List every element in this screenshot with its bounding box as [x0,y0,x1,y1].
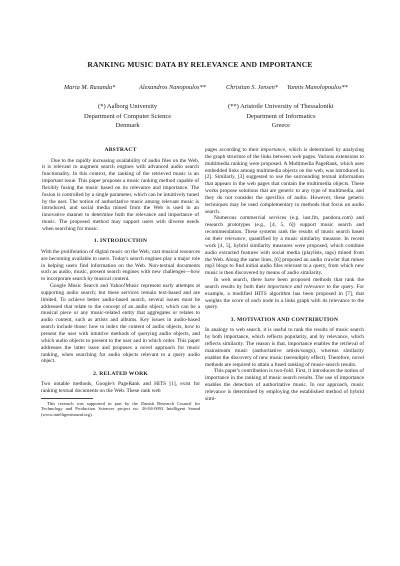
left-column [41,147,200,417]
affiliation-line: Denmark [115,122,140,130]
paragraph: Google Music Search and Yahoo!Music represent early attempts at supporting audio search; but these services remain text-based and are limited. To achieve better audio-based search, several issues must be addressed that relate to the concept of an audio object, which can be a musical piece or any music-related entity that aggregates or relates to audio content, such as artists and albums. Key issues in audio-based search include those: how to index the content of audio objects, how to present the user with intuitive methods of querying audio objects, and which audio objects to present to the user and in which order. This paper addresses the latter issue and proposes a novel approach for music ranking, when searching for audio objects relevant to a query audio object. [41,283,200,365]
affiliation-thessaloniki [228,102,334,131]
footnote: This research was supported in part by the Danish Research Council for Technology and Production Sciences project no. 26-04-0092 Intelligent Sound (www.intelligentsound.org). [41,400,200,417]
affiliation-line: (**) Aristotle University of Thessaloniki [228,103,334,110]
paragraph: With the proliferation of digital music on the Web, vast musical resources are becoming available to users. Today's search engines play a major role in helping users find information on the Web. Non-textual documents such as audio, music, present search engines with new challenges—how to incorporate search by musical content. [41,248,200,283]
paper-title: RANKING MUSIC DATA BY RELEVANCE AND IMPORTANCE [87,60,313,69]
section-heading-abstract: ABSTRACT [104,147,137,153]
paragraph: pages according to their importance, which is determined by analyzing the graph structure of the links between web pages. Various extensions to multimedia ranking were proposed. A Multimedia PageRank, which uses embedded links among multimedia objects on the web, was introduced in [2]. Similarly, [3] suggested to use the surrounding textual information that appears in the web pages that contain the multimedia objects. These works propose solutions that are generic to any type of multimedia, and they do not consider the specifics of audio. However, these generic techniques may be used complementary to methods that focus on audio search. [205,147,364,215]
author-name: Christian S. Jensen* [226,84,278,91]
emphasis: importance and relevance [267,283,325,290]
footnote-rule [41,398,93,399]
right-column [205,147,364,403]
paragraph: Numerous commercial services (e.g. last.fm, pandora.com) and research prototypes (e.g., [4, 5, 6]) support music search and recommendation. These systems rank the results of music search based on their relevance, quantified by a music similarity measure. In recent work [4, 5], hybrid similarity measures were proposed, which combine audio extracted features with social media (playlists, tags) mined from the Web. Along the same lines, [6] proposed an audio crawler that mines mp3 blogs to find initial audio files relevant to a query, from which new music is then discovered by means of audio similarity. [205,215,364,277]
author-name: Yannis Manolopoulos** [287,84,348,91]
section-heading-motivation: 3. MOTIVATION AND CONTRIBUTION [230,316,339,323]
affiliation-line: Department of Informatics [246,112,316,120]
author-name: Alexandros Nanopoulos** [139,84,206,91]
affiliation-line: (*) Aalborg University [98,103,158,110]
section-heading-related-work: 2. RELATED WORK [93,370,148,377]
author-name: Maria M. Ruxanda* [64,84,116,91]
paragraph: In web search, there have been proposed methods that rank the search results by both their importance and relevance to the query. For example, a modified HITS algorithm has been proposed in [7], that weights the score of each node in a links graph with its relevance to the query. [205,277,364,311]
abstract-section [41,147,200,233]
section-heading-introduction: 1. INTRODUCTION [93,238,148,245]
author-list [0,84,400,94]
affiliation-line: Greece [271,122,291,130]
paragraph: Two notable methods, Google's PageRank and HITS [1], exist for ranking textual documents on the Web. These rank web [41,381,200,395]
emphasis: relevance [224,235,246,242]
paragraph: This paper's contribution is two-fold. First, it introduces the notion of importance in the ranking of music search results. The use of importance enables the detection of authoritative music. In our approach, music relevance is determined by employing the established method of hybrid simi- [205,368,364,402]
paragraph: In analogy to web search, it is useful to rank the results of music search by both importance, which reflects popularity, and by relevance, which reflects similarity. The reason is that, importance enables the retrieval of mainstream music (authoritative artists/songs), whereas similarity enables the discovery of new music (serendipity effect). Therefore, novel methods are required to attain a fused ranking of music-search results. [205,327,364,368]
abstract-text: Due to the rapidly increasing availability of audio files on the Web, it is relevant to augment search engines with advanced audio search functionality. In this context, the ranking of the retrieved music is an important issue. This paper proposes a music ranking method capable of flexibly fusing the music based on its relevance and importance. The fusion is controlled by a single parameter, which can be intuitively tuned by the user. The notion of authoritative music among relevant music is introduced, and social media mined from the Web is used in an innovative manner to determine both the relevance and importance of music. The proposed method may support users with diverse needs when searching for music. [42,157,199,232]
emphasis: importance [260,147,286,153]
affiliation-line: Department of Computer Science [84,112,172,120]
affiliation-aalborg [84,102,171,131]
